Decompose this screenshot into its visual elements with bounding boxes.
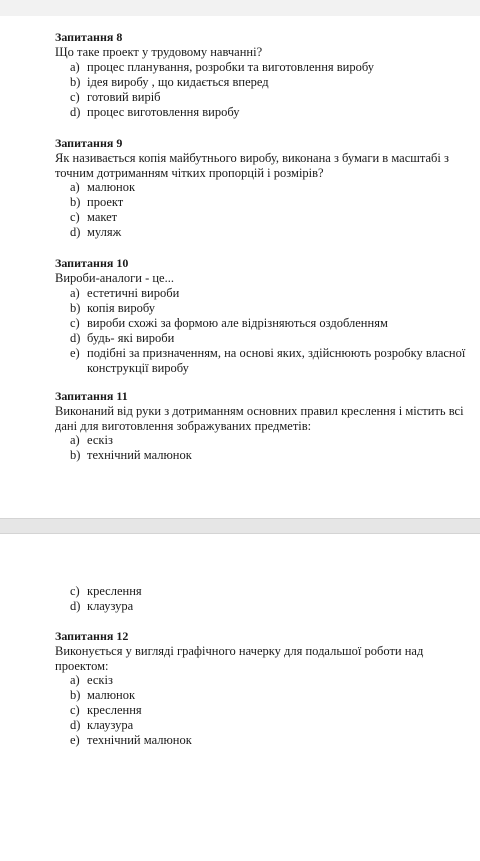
option-item xyxy=(55,584,480,599)
option-text-continued: конструкції виробу xyxy=(87,360,189,375)
option-item xyxy=(55,673,480,688)
option-letter: d) xyxy=(70,330,81,345)
option-text: технічний малюнок xyxy=(87,733,192,747)
option-text: подібні за призначенням, на основі яких, здійснюють розробку власної xyxy=(87,345,466,360)
question-title: Запитання 10 xyxy=(55,256,129,270)
option-item xyxy=(55,286,480,301)
option-letter: e) xyxy=(70,733,80,747)
option-letter: c) xyxy=(70,584,80,598)
option-text: ескіз xyxy=(87,433,113,447)
options-list xyxy=(55,60,480,120)
option-letter: c) xyxy=(70,89,80,104)
question-text-line: Що таке проект у трудовому навчанні? xyxy=(55,45,263,59)
question-11-continued xyxy=(55,584,480,614)
option-text: ідея виробу , що кидається вперед xyxy=(87,74,269,89)
option-text: креслення xyxy=(87,584,142,598)
option-text: клаузура xyxy=(87,599,134,613)
option-item xyxy=(55,195,480,210)
option-letter: d) xyxy=(70,225,81,239)
option-text: процес планування, розробки та виготовлення виробу xyxy=(87,59,375,74)
option-letter: b) xyxy=(70,448,81,462)
option-text: копія виробу xyxy=(87,300,155,315)
option-text: ескіз xyxy=(87,673,113,687)
option-letter: a) xyxy=(70,433,80,447)
option-text: готовий виріб xyxy=(87,89,161,104)
option-item xyxy=(55,316,480,331)
option-letter: b) xyxy=(70,195,81,209)
option-item xyxy=(55,301,480,316)
option-text: муляж xyxy=(87,225,122,239)
option-text: малюнок xyxy=(87,688,136,702)
question-title: Запитання 8 xyxy=(55,30,123,44)
question-text-line: проектом: xyxy=(55,658,109,673)
option-letter: d) xyxy=(70,718,81,732)
option-item xyxy=(55,718,480,733)
question-text-line: дані для виготовлення зображуваних предметів: xyxy=(55,418,312,433)
question-text-line: точним дотриманням чітких пропорцій і розмірів? xyxy=(55,165,324,180)
question-12 xyxy=(55,629,480,748)
option-item xyxy=(55,75,480,90)
option-letter: c) xyxy=(70,315,80,330)
question-text xyxy=(55,644,480,673)
option-text: макет xyxy=(87,210,118,224)
option-letter: a) xyxy=(70,180,80,194)
option-letter: a) xyxy=(70,673,80,687)
option-letter: d) xyxy=(70,599,81,613)
option-item xyxy=(55,433,480,448)
option-text: технічний малюнок xyxy=(87,448,192,462)
option-letter: a) xyxy=(70,59,80,74)
option-text: проект xyxy=(87,195,124,209)
option-letter: e) xyxy=(70,345,80,360)
question-text-line: Виконаний від руки з дотриманням основних правил креслення і містить всі xyxy=(55,404,464,418)
option-item xyxy=(55,180,480,195)
options-list xyxy=(55,584,480,614)
option-text: клаузура xyxy=(87,718,134,732)
option-item xyxy=(55,90,480,105)
question-text xyxy=(55,45,480,60)
question-text xyxy=(55,404,480,433)
option-item xyxy=(55,448,480,463)
option-text: процес виготовлення виробу xyxy=(87,104,240,119)
option-letter: d) xyxy=(70,104,81,119)
option-letter: b) xyxy=(70,300,81,315)
option-item xyxy=(55,346,480,376)
options-list xyxy=(55,180,480,240)
option-item xyxy=(55,703,480,718)
option-letter: b) xyxy=(70,74,81,89)
option-item xyxy=(55,60,480,75)
option-item xyxy=(55,105,480,120)
option-letter: a) xyxy=(70,285,80,300)
option-text: вироби схожі за формою але відрізняються оздобленням xyxy=(87,315,388,330)
option-item xyxy=(55,733,480,748)
question-title: Запитання 11 xyxy=(55,389,128,403)
option-letter: b) xyxy=(70,688,81,702)
question-text-line: Як називається копія майбутнього виробу, виконана з бумаги в масштабі з xyxy=(55,151,449,165)
option-text: малюнок xyxy=(87,180,136,194)
question-text-line: Виконується у вигляді графічного начерку для подальшої роботи над xyxy=(55,644,424,658)
option-item xyxy=(55,210,480,225)
options-list xyxy=(55,673,480,748)
question-title: Запитання 9 xyxy=(55,136,123,150)
question-text xyxy=(55,151,480,180)
option-letter: c) xyxy=(70,703,80,717)
question-text-line: Вироби-аналоги - це... xyxy=(55,271,174,285)
question-10 xyxy=(55,256,480,376)
option-item xyxy=(55,599,480,614)
option-letter: c) xyxy=(70,210,80,224)
option-text: будь- які вироби xyxy=(87,330,175,345)
page-top-band xyxy=(0,0,480,16)
option-item xyxy=(55,331,480,346)
question-11 xyxy=(55,389,480,463)
options-list xyxy=(55,286,480,376)
question-9 xyxy=(55,136,480,240)
option-item xyxy=(55,225,480,240)
option-item xyxy=(55,688,480,703)
question-title: Запитання 12 xyxy=(55,629,129,643)
question-8 xyxy=(55,30,480,120)
page-break xyxy=(0,518,480,534)
option-text: креслення xyxy=(87,703,142,717)
options-list xyxy=(55,433,480,463)
option-text: естетичні вироби xyxy=(87,285,180,300)
question-text xyxy=(55,271,480,286)
